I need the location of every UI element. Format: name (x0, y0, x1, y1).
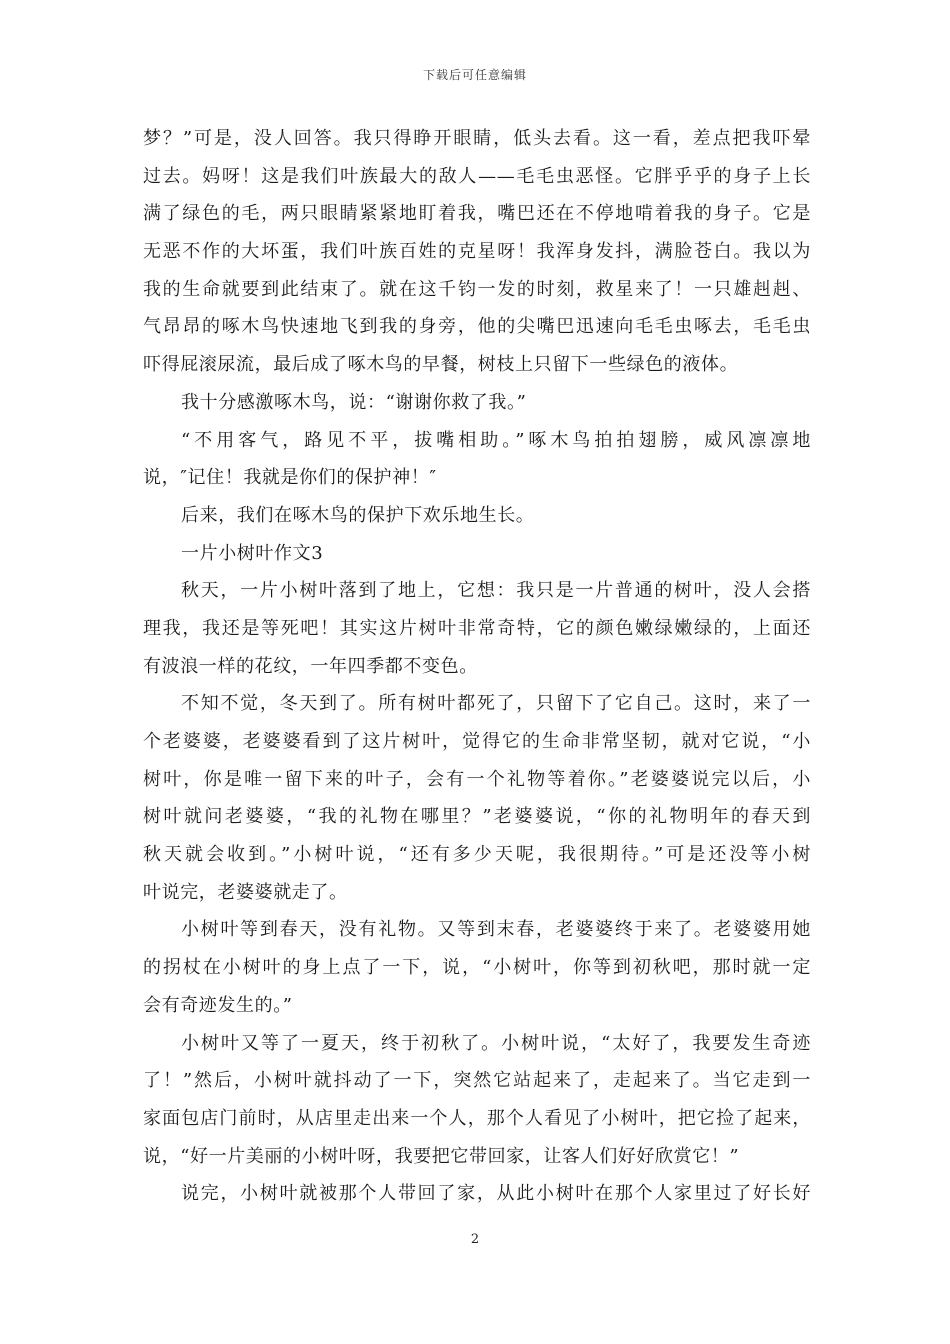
text-line: 个老婆婆，老婆婆看到了这片树叶，觉得它的生命非常坚韧，就对它说，“小 (143, 731, 811, 752)
text-line: 后来，我们在啄木鸟的保护下欢乐地生长。 (181, 504, 535, 526)
text-line: 会有奇迹发生的。” (143, 994, 293, 1016)
text-line: 秋天，一片小树叶落到了地上，它想：我只是一片普通的树叶，没人会搭 (181, 580, 811, 602)
text-line: 有波浪一样的花纹，一年四季都不变色。 (143, 655, 478, 677)
text-line: 过去。妈呀！这是我们叶族最大的敌人——毛毛虫恶怪。它胖乎乎的身子上长 (143, 165, 811, 187)
page-number: 2 (470, 1232, 480, 1247)
text-line: 了！”然后，小树叶就抖动了一下，突然它站起来了，走起来了。当它走到一 (143, 1070, 811, 1092)
text-line: 说，“好一片美丽的小树叶呀，我要把它带回家，让客人们好好欣赏它！” (143, 1145, 740, 1167)
text-line: 不知不觉，冬天到了。所有树叶都死了，只留下了它自己。这时，来了一 (181, 693, 811, 715)
text-line: 家面包店门前时，从店里走出来一个人，那个人看见了小树叶，把它捡了起来， (143, 1107, 811, 1129)
text-line: 无恶不作的大坏蛋，我们叶族百姓的克星呀！我浑身发抖，满脸苍白。我以为 (143, 241, 811, 263)
text-line: 小树叶又等了一夏天，终于初秋了。小树叶说，“太好了，我要发生奇迹 (181, 1032, 811, 1054)
text-line: 理我，我还是等死吧！其实这片树叶非常奇特，它的颜色嫩绿嫩绿的，上面还 (143, 617, 811, 639)
text-line: 说，″记住！我就是你们的保护神！″ (143, 467, 437, 489)
text-line: 梦？”可是，没人回答。我只得睁开眼睛，低头去看。这一看，差点把我吓晕 (143, 128, 811, 149)
text-line: 我十分感激啄木鸟，说：“谢谢你救了我。” (181, 391, 527, 413)
text-line: 秋天就会收到。”小树叶说，“还有多少天呢，我很期待。”可是还没等小树 (143, 844, 811, 866)
text-line: “不用客气，路见不平，拔嘴相助。”啄木鸟拍拍翅膀，威风凛凛地 (181, 429, 811, 451)
text-line: 的拐杖在小树叶的身上点了一下，说，“小树叶，你等到初秋吧，那时就一定 (143, 957, 811, 979)
text-line: 气昂昂的啄木鸟快速地飞到我的身旁，他的尖嘴巴迅速向毛毛虫啄去，毛毛虫 (143, 316, 811, 338)
text-line: 满了绿色的毛，两只眼睛紧紧地盯着我，嘴巴还在不停地啃着我的身子。它是 (143, 203, 811, 225)
document-body (143, 120, 811, 1213)
text-line: 小树叶等到春天，没有礼物。又等到末春，老婆婆终于来了。老婆婆用她 (181, 919, 811, 941)
page-header: 下载后可任意编辑 (422, 68, 527, 82)
text-line: 吓得屁滚尿流，最后成了啄木鸟的早餐，树枝上只留下一些绿色的液体。 (143, 354, 739, 376)
text-line: 我的生命就要到此结束了。就在这千钧一发的时刻，救星来了！一只雄赳赳、 (143, 278, 811, 300)
text-line: 树叶就问老婆婆，“我的礼物在哪里？”老婆婆说，“你的礼物明年的春天到 (143, 806, 811, 828)
section-title: 一片小树叶作文3 (181, 542, 324, 564)
text-line: 叶说完，老婆婆就走了。 (143, 881, 348, 903)
text-line: 说完，小树叶就被那个人带回了家，从此小树叶在那个人家里过了好长好 (181, 1183, 811, 1205)
text-line: 树叶，你是唯一留下来的叶子，会有一个礼物等着你。”老婆婆说完以后，小 (143, 768, 811, 790)
